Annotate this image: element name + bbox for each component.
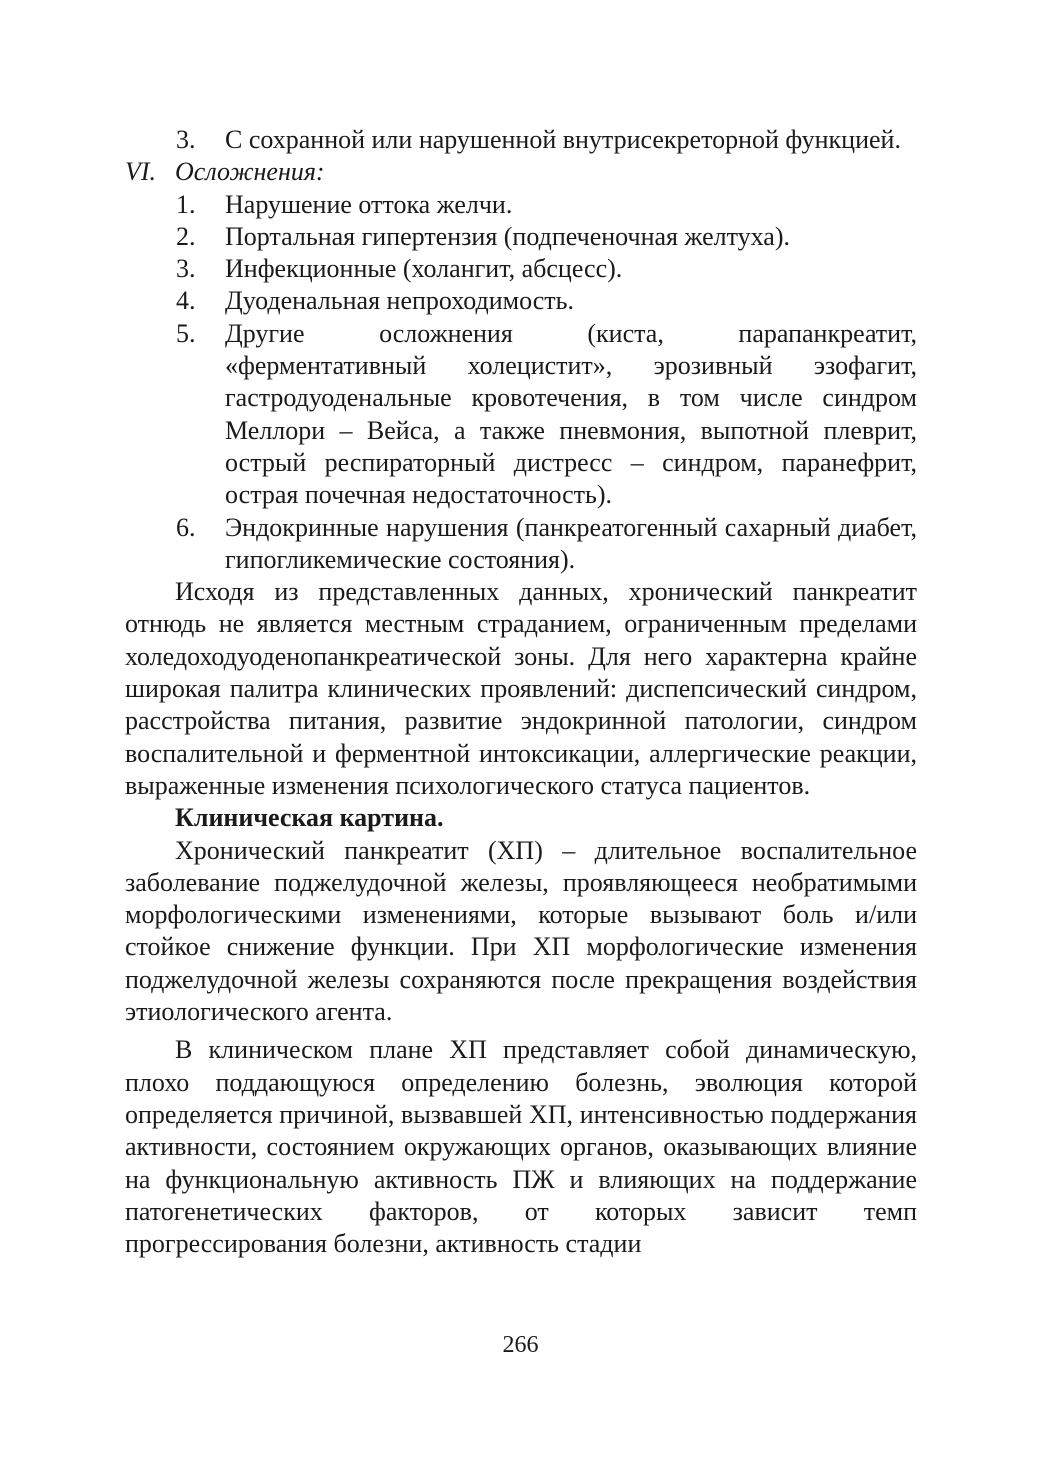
list-item-number: 3.	[176, 254, 196, 284]
list-item-text: С сохранной или нарушенной внутрисекреторной функцией.	[225, 125, 901, 154]
page-content	[125, 124, 917, 1260]
list-item-text: Другие осложнения (киста, парапанкреатит, «ферментативный холецистит», эрозивный эзофагит, гастродуоденальные кровотечения, в том числе синдром Меллори – Вейса, а также пневмония, выпотной плеврит, острый респираторный дистресс – синдром, паранефрит, острая почечная недостаточность).	[225, 318, 917, 510]
list-item-number: 6.	[176, 512, 196, 542]
list-item	[125, 189, 917, 221]
clinical-paragraph: В клиническом плане ХП представляет собой динамическую, плохо поддающуюся определению болезнь, эволюция которой определяется причиной, вызвавшей ХП, интенсивностью поддержания активности, состоянием окружающих органов, оказывающих влияние на функциональную активность ПЖ и влияющих на поддержание патогенетических факторов, от которых зависит темп прогрессирования болезни, активность стадии	[125, 1035, 917, 1259]
list-item-number: 3.	[176, 125, 196, 154]
list-item-text: Портальная гипертензия (подпеченочная желтуха).	[225, 221, 790, 251]
list-item-number: 5.	[176, 318, 196, 348]
list-item	[125, 512, 917, 577]
section-title: Осложнения:	[175, 157, 325, 187]
list-item-number: 2.	[176, 221, 196, 251]
list-item	[125, 253, 917, 285]
list-item	[125, 221, 917, 253]
summary-paragraph: Исходя из представленных данных, хронический панкреатит отнюдь не является местным страданием, ограниченным пределами холедоходуоденопанкреатической зоны. Для него характерна крайне широкая палитра клинических проявлений: диспепсический синдром, расстройства питания, развитие эндокринной патологии, синдром воспалительной и ферментной интоксикации, аллергические реакции, выраженные изменения психологического статуса пациентов.	[125, 577, 917, 800]
page-number: 266	[502, 1332, 539, 1358]
list-item-text: Дуоденальная непроходимость.	[225, 286, 575, 316]
section-heading	[125, 156, 917, 188]
list-item	[125, 285, 917, 317]
list-item	[125, 124, 917, 156]
section-roman-numeral: VI.	[125, 157, 157, 187]
definition-paragraph: Хронический панкреатит (ХП) – длительное воспалительное заболевание поджелудочной железы, проявляющееся необратимыми морфологическими изменениями, которые вызывают боль и/или стойкое снижение функции. При ХП морфологические изменения поджелудочной железы сохраняются после прекращения воздействия этиологического агента.	[125, 835, 917, 1027]
list-item-number: 1.	[176, 189, 196, 219]
list-item-text: Эндокринные нарушения (панкреатогенный сахарный диабет, гипогликемические состояния).	[225, 512, 917, 574]
list-item-text: Нарушение оттока желчи.	[225, 189, 513, 219]
list-item-text: Инфекционные (холангит, абсцесс).	[225, 254, 623, 284]
list-item	[125, 318, 917, 512]
clinical-picture-heading: Клиническая картина.	[175, 803, 444, 833]
list-item-number: 4.	[176, 286, 196, 316]
